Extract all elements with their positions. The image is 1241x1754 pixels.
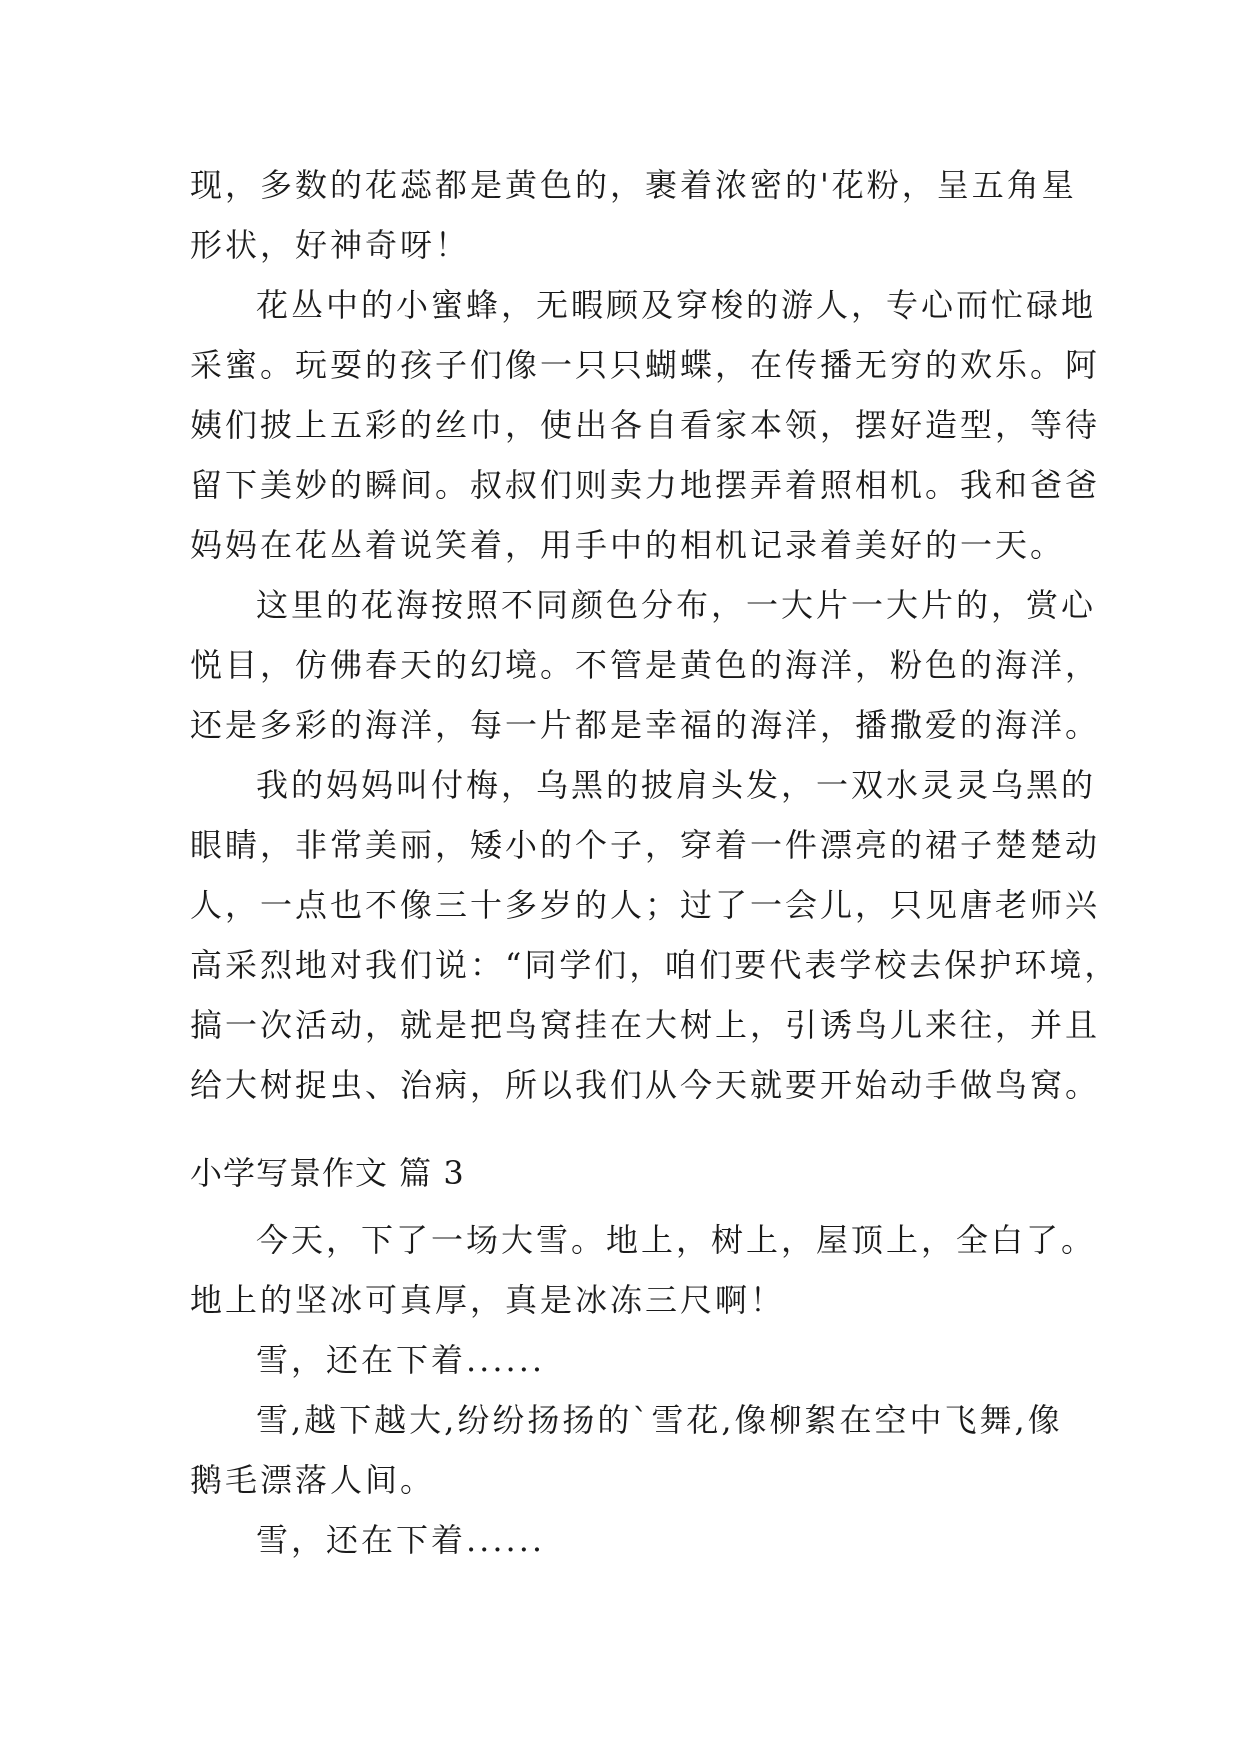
- paragraph-line: 雪，还在下着......: [256, 1341, 546, 1379]
- paragraph-line: 搞一次活动，就是把鸟窝挂在大树上，引诱鸟儿来往，并且: [190, 1006, 1101, 1044]
- paragraph-line: 妈妈在花丛着说笑着，用手中的相机记录着美好的一天。: [190, 526, 1066, 564]
- paragraph-line: 鹅毛漂落人间。: [190, 1461, 436, 1499]
- paragraph-line: 雪,越下越大,纷纷扬扬的`雪花,像柳絮在空中飞舞,像: [256, 1401, 1063, 1439]
- paragraph-line: 给大树捉虫、治病，所以我们从今天就要开始动手做鸟窝。: [190, 1066, 1101, 1104]
- paragraph-line: 形状，好神奇呀！: [190, 226, 471, 264]
- paragraph-line: 高采烈地对我们说：“同学们，咱们要代表学校去保护环境，: [190, 946, 1120, 984]
- paragraph-line: 花丛中的小蜜蜂，无暇顾及穿梭的游人，专心而忙碌地: [256, 286, 1097, 324]
- paragraph-line: 地上的坚冰可真厚，真是冰冻三尺啊！: [190, 1281, 786, 1319]
- paragraph-line: 悦目，仿佛春天的幻境。不管是黄色的海洋，粉色的海洋，: [190, 646, 1101, 684]
- paragraph-line: 留下美妙的瞬间。叔叔们则卖力地摆弄着照相机。我和爸爸: [190, 466, 1101, 504]
- paragraph-line: 这里的花海按照不同颜色分布，一大片一大片的，赏心: [256, 586, 1097, 624]
- paragraph-line: 现，多数的花蕊都是黄色的，裹着浓密的'花粉，呈五角星: [190, 166, 1077, 204]
- paragraph-line: 眼睛，非常美丽，矮小的个子，穿着一件漂亮的裙子楚楚动: [190, 826, 1101, 864]
- paragraph-line: 雪，还在下着......: [256, 1521, 546, 1559]
- paragraph-line: 采蜜。玩耍的孩子们像一只只蝴蝶，在传播无穷的欢乐。阿: [190, 346, 1101, 384]
- paragraph-line: 我的妈妈叫付梅，乌黑的披肩头发，一双水灵灵乌黑的: [256, 766, 1097, 804]
- paragraph-line: 人，一点也不像三十多岁的人；过了一会儿，只见唐老师兴: [190, 886, 1101, 924]
- paragraph-line: 还是多彩的海洋，每一片都是幸福的海洋，播撒爱的海洋。: [190, 706, 1101, 744]
- section-heading: 小学写景作文 篇 3: [190, 1154, 465, 1192]
- paragraph-line: 今天，下了一场大雪。地上，树上，屋顶上，全白了。: [256, 1221, 1097, 1259]
- paragraph-line: 姨们披上五彩的丝巾，使出各自看家本领，摆好造型，等待: [190, 406, 1101, 444]
